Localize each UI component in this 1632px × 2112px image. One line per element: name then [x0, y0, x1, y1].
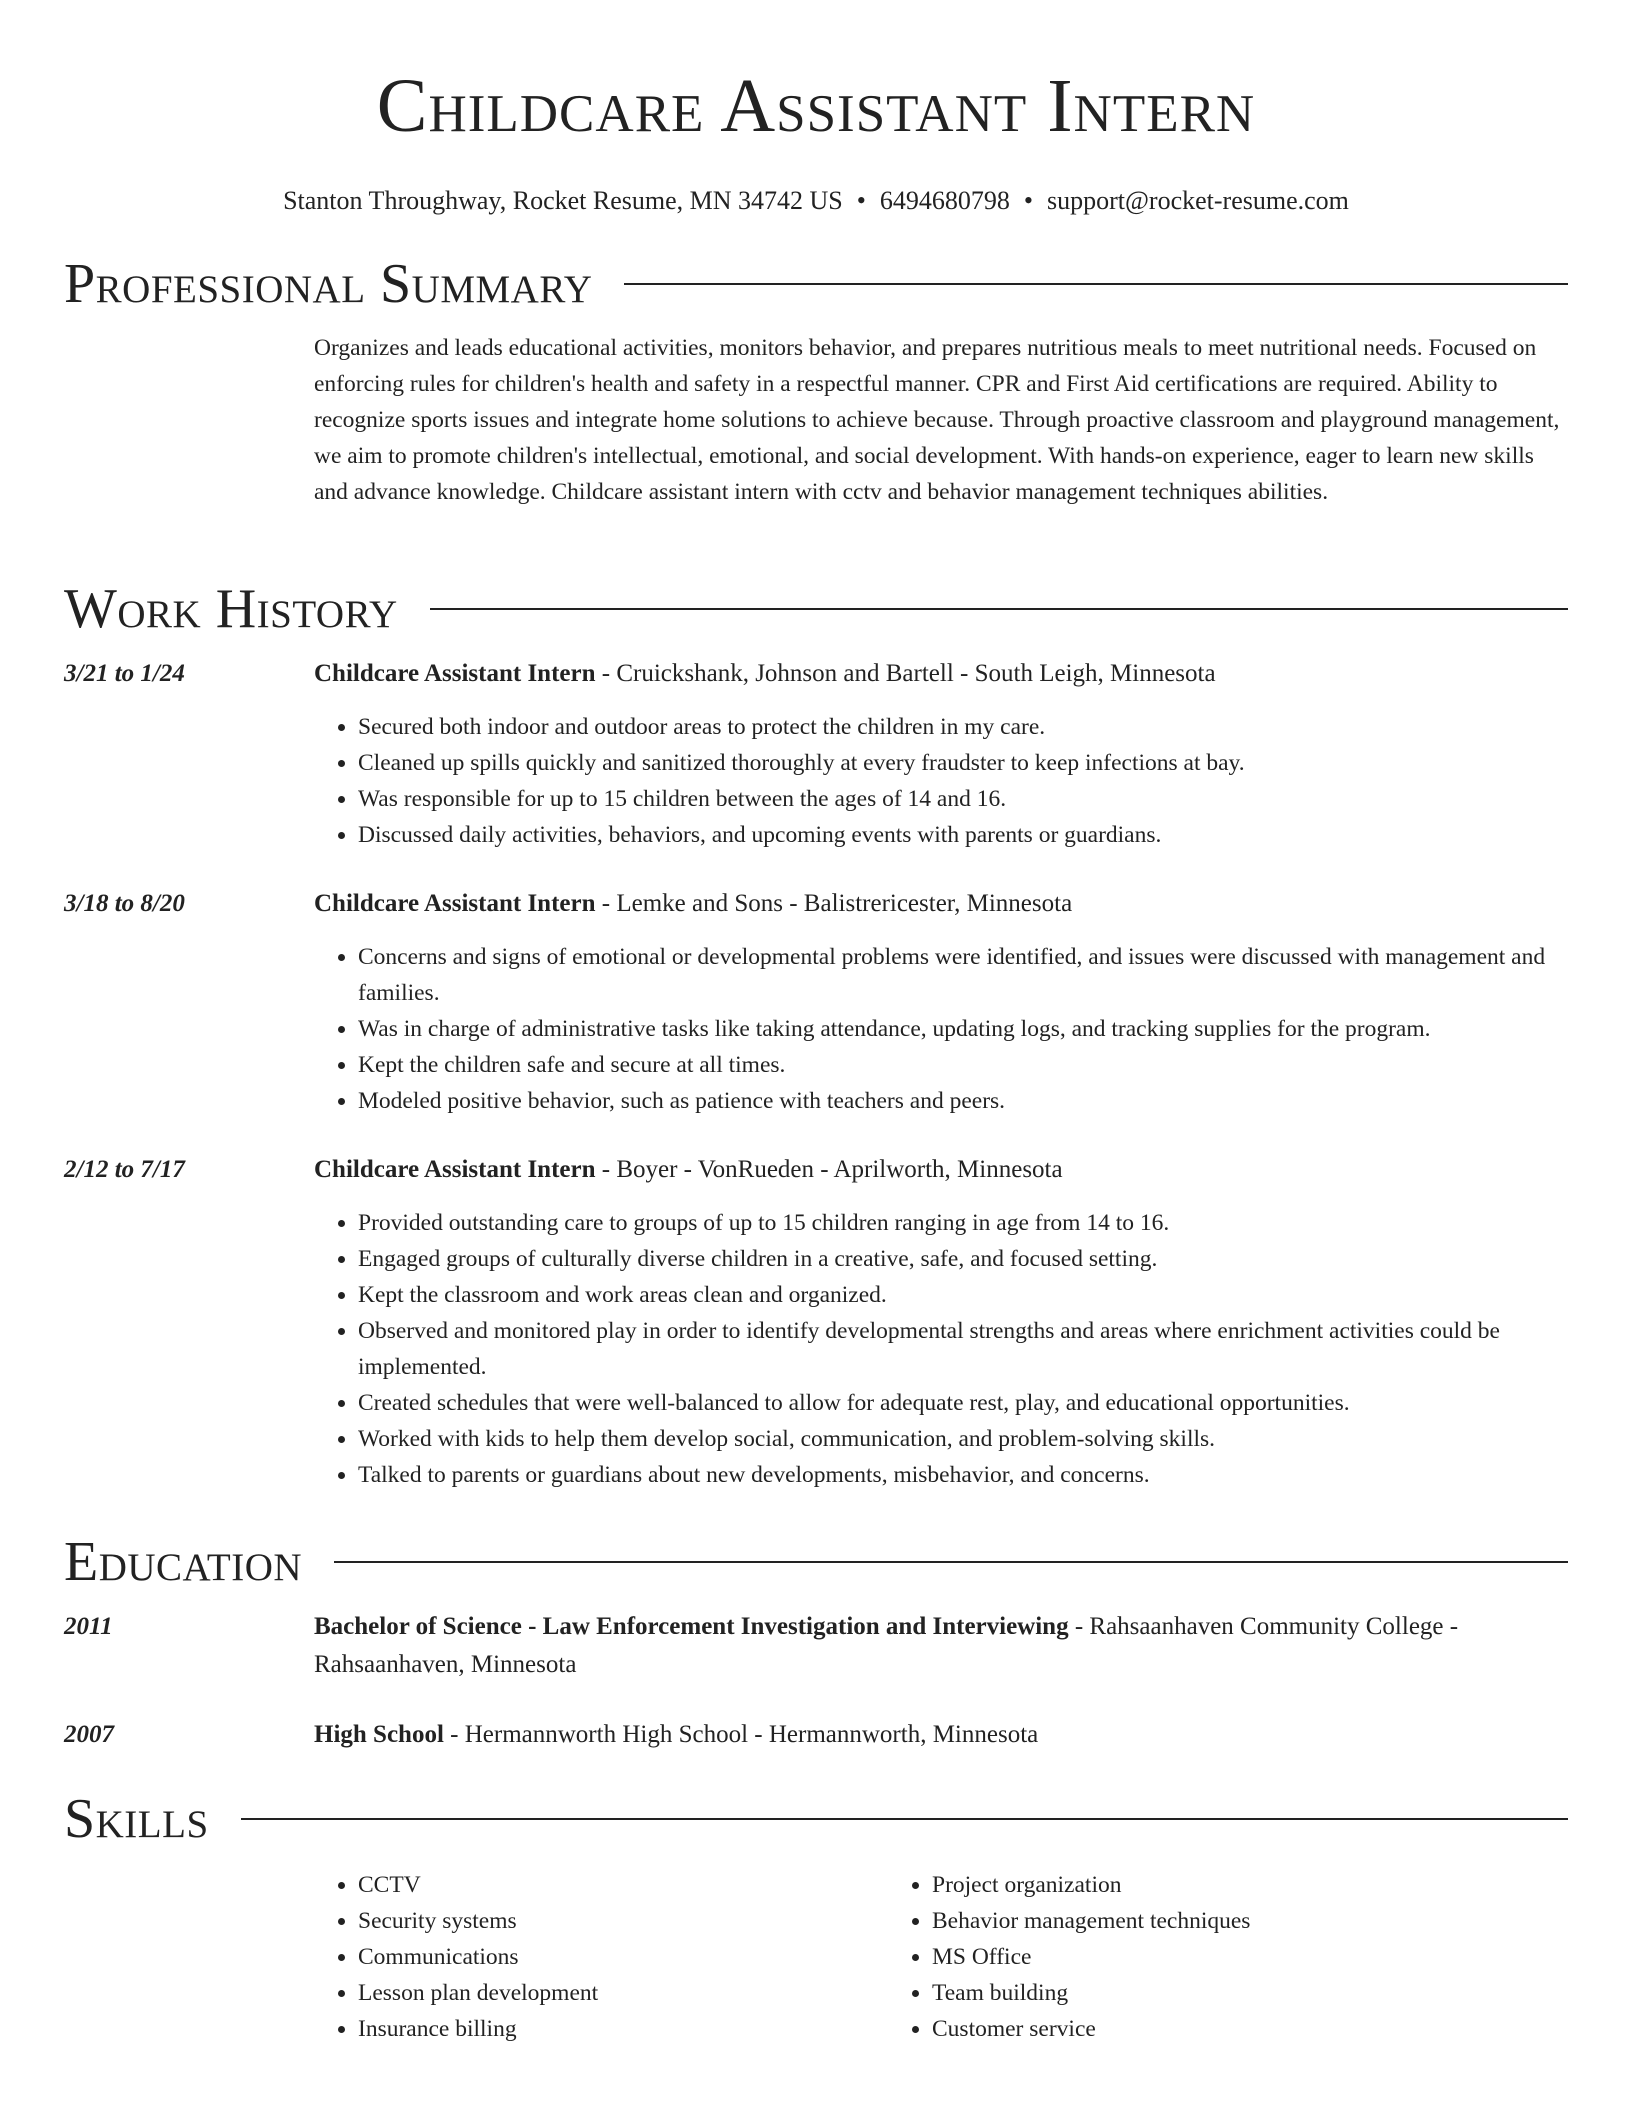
skill-item: • Insurance billing: [358, 2011, 888, 2047]
list-item: • Worked with kids to help them develop social, communication, and problem-solving skills.: [358, 1421, 1568, 1457]
list-item: • Cleaned up spills quickly and sanitized thoroughly at every fraudster to keep infections at bay.: [358, 745, 1568, 781]
work-history-section: [64, 577, 1568, 1493]
list-item: • Discussed daily activities, behaviors, and upcoming events with parents or guardians.: [358, 817, 1568, 853]
job-entry: [64, 655, 1568, 853]
job-role: Childcare Assistant Intern: [314, 890, 596, 917]
contact-phone: 6494680798: [879, 186, 1010, 215]
skill-item: • MS Office: [932, 1939, 1462, 1975]
section-title: Skills: [64, 1788, 209, 1850]
job-dates: 3/21 to 1/24: [64, 660, 185, 687]
job-bullets: [314, 939, 1568, 1119]
candidate-name: Childcare Assistant Intern: [376, 64, 1256, 148]
skills-list-right: [888, 1867, 1462, 2047]
contact-line: [0, 184, 1632, 218]
education-section: [64, 1530, 1568, 1754]
section-title: Professional Summary: [64, 253, 593, 315]
skill-item: • Lesson plan development: [358, 1975, 888, 2011]
education-entry: [64, 1608, 1568, 1684]
section-heading: [64, 1530, 1568, 1594]
list-item: • Kept the classroom and work areas clean and organized.: [358, 1277, 1568, 1313]
list-item: • Provided outstanding care to groups of up to 15 children ranging in age from 14 to 16.: [358, 1205, 1568, 1241]
job-title-line: [314, 655, 1568, 693]
job-details: - Boyer - VonRueden - Aprilworth, Minnesota: [595, 1156, 1063, 1183]
job-dates: 2/12 to 7/17: [64, 1156, 185, 1183]
skills-columns: [314, 1867, 1568, 2047]
section-divider: [430, 608, 1568, 610]
contact-separator: •: [1023, 186, 1033, 215]
summary-text: Organizes and leads educational activities, monitors behavior, and prepares nutritious meals to meet nutritional needs. Focused on enforcing rules for children's health and safety in a respectful manner. CPR and First Aid certifications are required. Ability to recognize sports issues and integrate home solutions to achieve because. Through proactive classroom and playground management, we aim to promote children's intellectual, emotional, and social development. With hands-on experience, eager to learn new skills and advance knowledge. Childcare assistant intern with cctv and behavior management techniques abilities.: [314, 335, 1560, 505]
skills-list-left: [314, 1867, 888, 2047]
skill-item: • Customer service: [932, 2011, 1462, 2047]
skill-item: • Communications: [358, 1939, 888, 1975]
education-line: [314, 1608, 1568, 1684]
section-divider: [334, 1561, 1568, 1563]
education-degree: High School: [314, 1721, 444, 1748]
skill-item: • Team building: [932, 1975, 1462, 2011]
education-degree: Bachelor of Science - Law Enforcement Investigation and Interviewing: [314, 1613, 1069, 1640]
list-item: • Engaged groups of culturally diverse children in a creative, safe, and focused setting.: [358, 1241, 1568, 1277]
education-entry: [64, 1716, 1568, 1754]
resume-header: [0, 0, 1632, 218]
contact-separator: •: [856, 186, 866, 215]
section-heading: [64, 577, 1568, 641]
job-details: - Cruickshank, Johnson and Bartell - South Leigh, Minnesota: [595, 660, 1216, 687]
section-heading: [64, 252, 1568, 316]
section-title: Work History: [64, 578, 398, 640]
list-item: • Talked to parents or guardians about new developments, misbehavior, and concerns.: [358, 1457, 1568, 1493]
skill-item: • Project organization: [932, 1867, 1462, 1903]
list-item: • Modeled positive behavior, such as patience with teachers and peers.: [358, 1083, 1568, 1119]
list-item: • Kept the children safe and secure at all times.: [358, 1047, 1568, 1083]
skills-section: [64, 1787, 1568, 2047]
skill-item: • Behavior management techniques: [932, 1903, 1462, 1939]
education-details: - Hermannworth High School - Hermannworth, Minnesota: [443, 1721, 1039, 1748]
skill-item: • Security systems: [358, 1903, 888, 1939]
list-item: • Created schedules that were well-balanced to allow for adequate rest, play, and educational opportunities.: [358, 1385, 1568, 1421]
education-line: [314, 1716, 1568, 1754]
contact-email: support@rocket-resume.com: [1046, 186, 1349, 215]
job-role: Childcare Assistant Intern: [314, 660, 596, 687]
section-title: Education: [64, 1531, 303, 1593]
list-item: • Was responsible for up to 15 children between the ages of 14 and 16.: [358, 781, 1568, 817]
job-entry: [64, 1151, 1568, 1493]
job-entry: [64, 885, 1568, 1119]
contact-address: Stanton Throughway, Rocket Resume, MN 34742 US: [283, 186, 843, 215]
section-divider: [624, 283, 1568, 285]
list-item: • Concerns and signs of emotional or developmental problems were identified, and issues were discussed with management and families.: [358, 939, 1568, 1011]
job-details: - Lemke and Sons - Balistrericester, Minnesota: [595, 890, 1073, 917]
education-details: - Rahsaanhaven Community College - Rahsaanhaven, Minnesota: [314, 1613, 1459, 1678]
job-bullets: [314, 709, 1568, 853]
job-bullets: [314, 1205, 1568, 1493]
job-title-line: [314, 1151, 1568, 1189]
section-divider: [241, 1818, 1568, 1820]
job-role: Childcare Assistant Intern: [314, 1156, 596, 1183]
education-year: 2011: [64, 1613, 113, 1640]
skill-item: • CCTV: [358, 1867, 888, 1903]
list-item: • Observed and monitored play in order to identify developmental strengths and areas where enrichment activities could be implemented.: [358, 1313, 1568, 1385]
list-item: • Secured both indoor and outdoor areas to protect the children in my care.: [358, 709, 1568, 745]
summary-section: [64, 252, 1568, 510]
section-heading: [64, 1787, 1568, 1851]
education-year: 2007: [64, 1721, 114, 1748]
job-dates: 3/18 to 8/20: [64, 890, 185, 917]
job-title-line: [314, 885, 1568, 923]
list-item: • Was in charge of administrative tasks like taking attendance, updating logs, and tracking supplies for the program.: [358, 1011, 1568, 1047]
